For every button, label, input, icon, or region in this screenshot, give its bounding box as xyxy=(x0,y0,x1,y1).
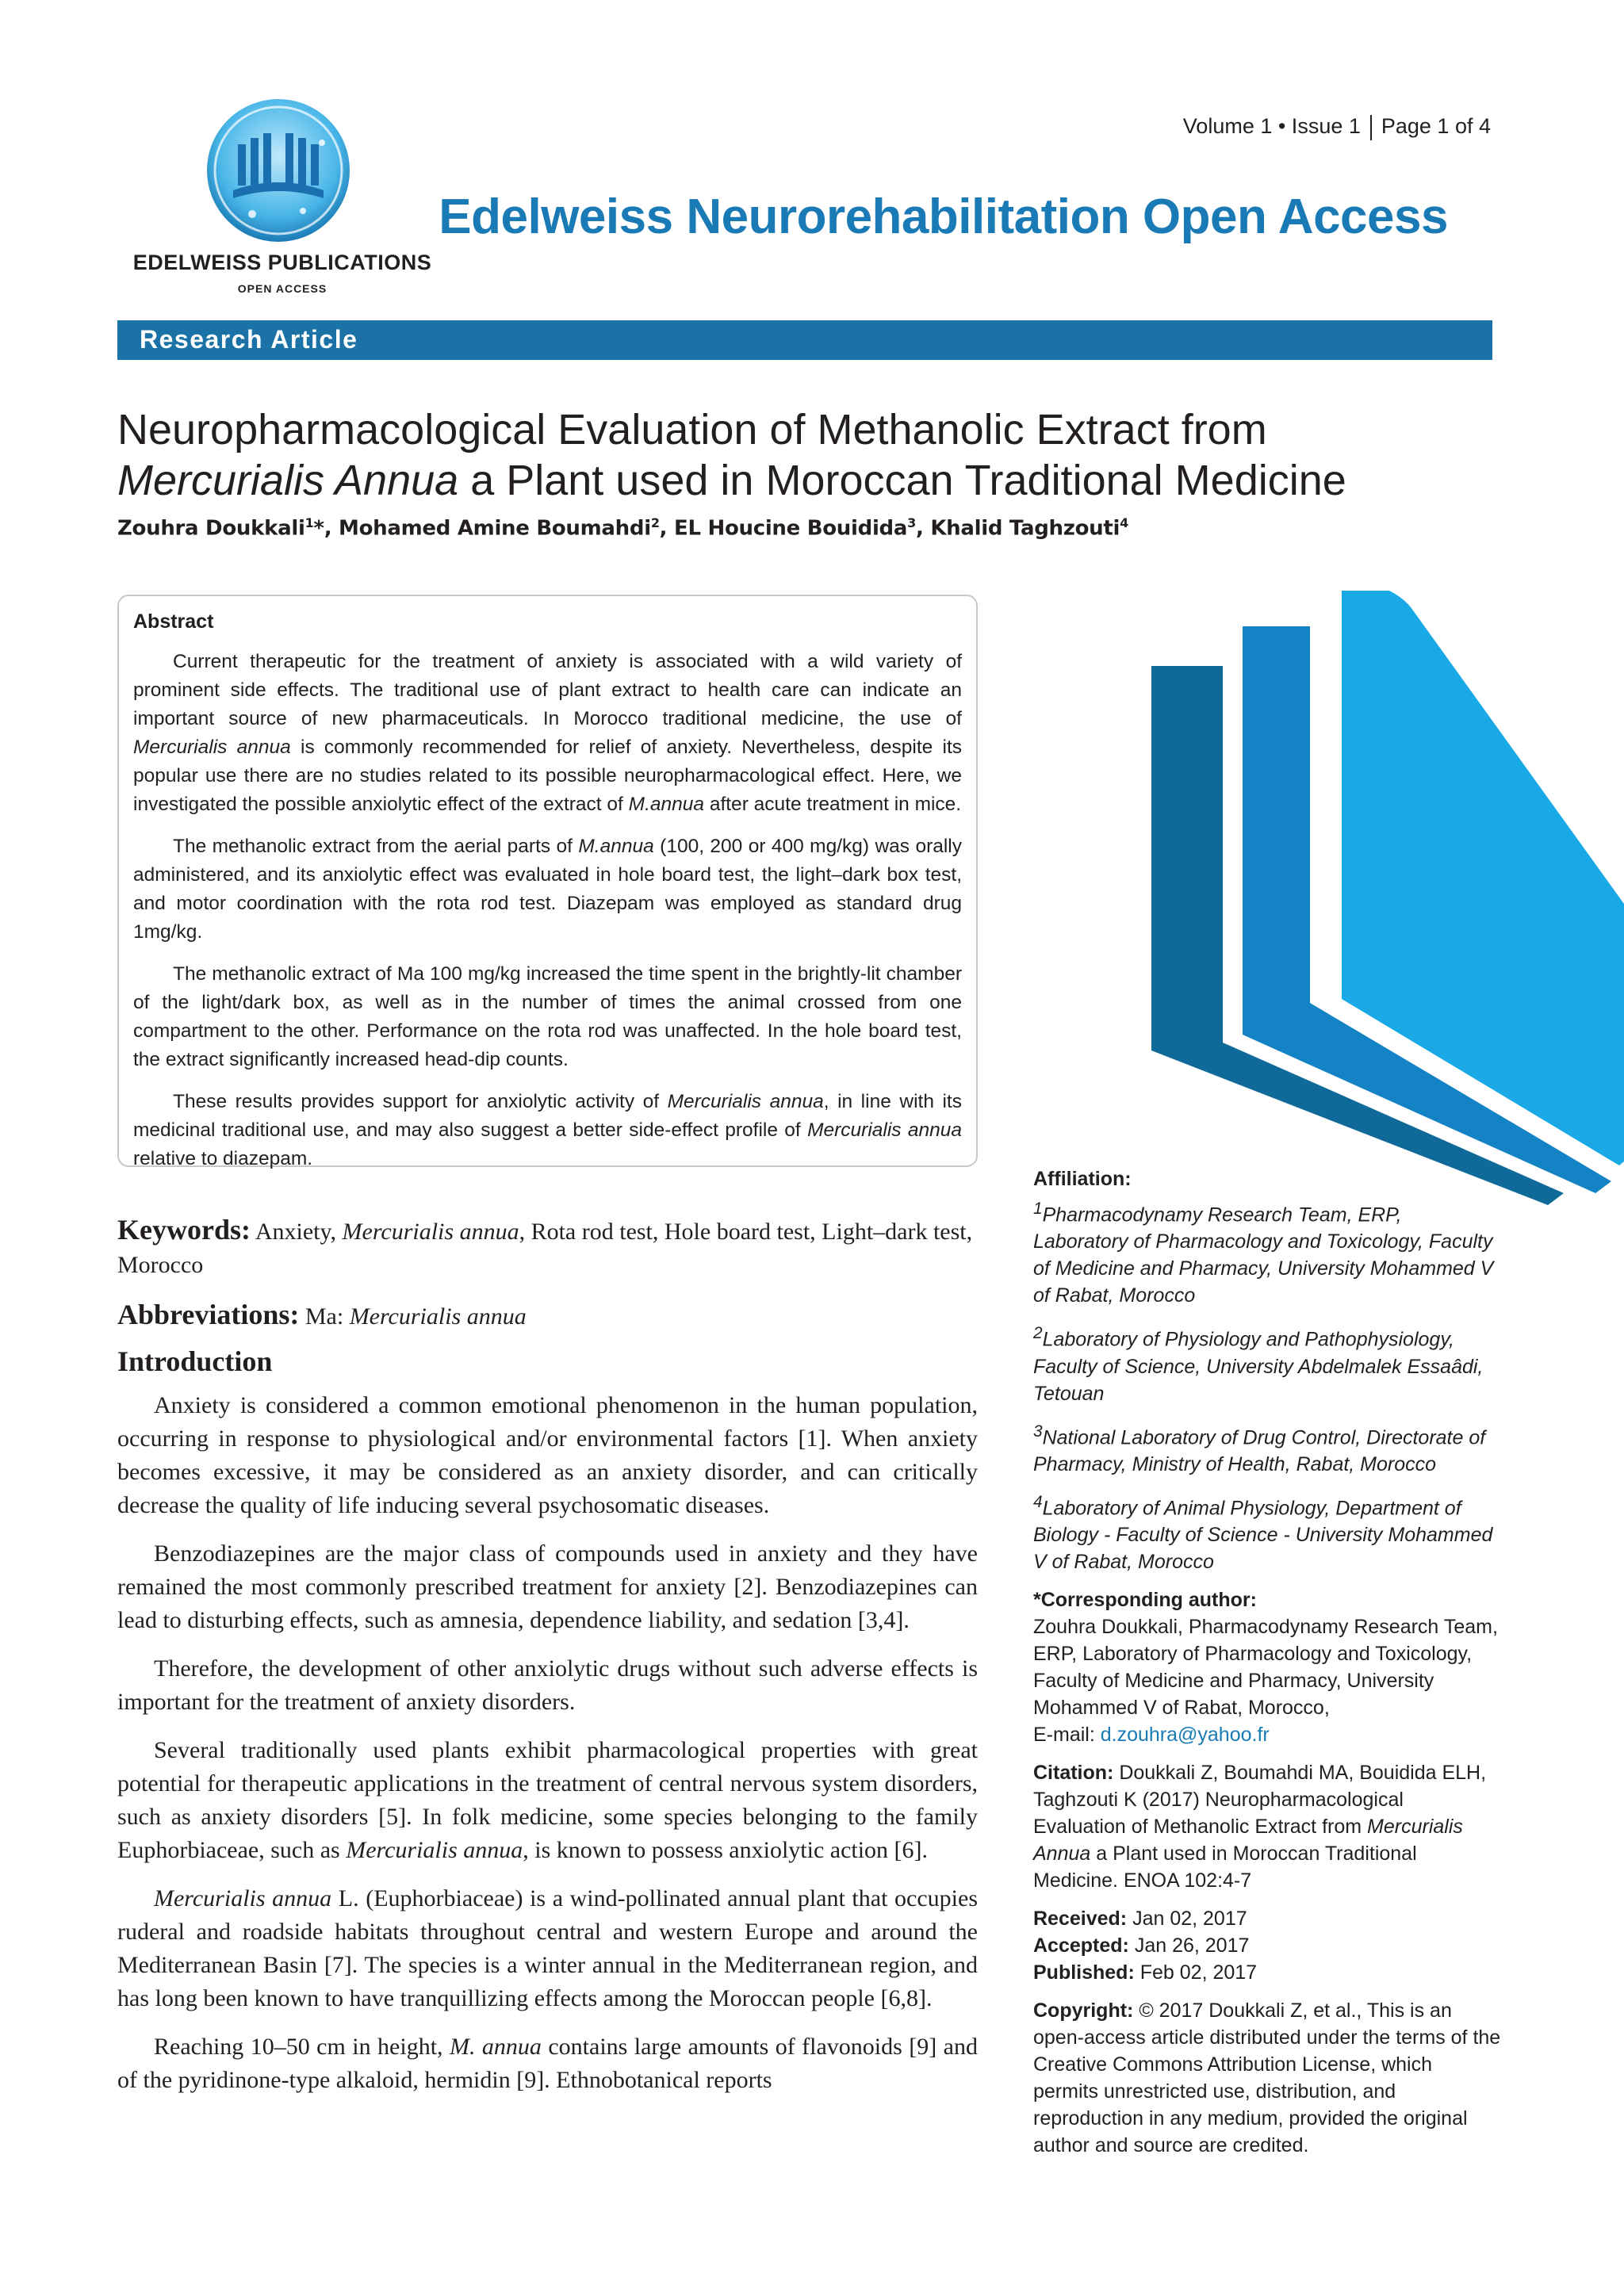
text-run: Anxiety, xyxy=(250,1219,343,1245)
body-paragraph: Benzodiazepines are the major class of compounds used in anxiety and they have remained the most commonly prescribed treatment for anxiety [2]. Benzodiazepines can lead to disturbing effects, such as amnesia, dependence liability, and sedation [3,4]. xyxy=(117,1540,978,1633)
body-paragraph xyxy=(117,1734,978,1867)
abstract-heading: Abstract xyxy=(133,610,214,633)
main-body xyxy=(117,1213,978,2112)
author-affiliation-mark: 1 xyxy=(304,515,314,530)
corresponding-heading: *Corresponding author: xyxy=(1033,1589,1257,1612)
author-affiliation-mark: 2 xyxy=(650,515,660,530)
volume-issue: Volume 1 • Issue 1 xyxy=(1182,114,1361,138)
author-name: Mohamed Amine Boumahdi xyxy=(339,516,651,541)
abbreviations-label: Abbreviations: xyxy=(117,1299,300,1330)
received-label: Received: xyxy=(1033,1908,1128,1931)
abbreviations xyxy=(117,1298,978,1334)
abstract-paragraph xyxy=(133,832,962,947)
citation-text: a Plant used in Moroccan Traditional Medicine. ENOA 102:4-7 xyxy=(1033,1843,1417,1892)
author-name: Khalid Taghzouti xyxy=(930,516,1120,541)
affiliation-number: 4 xyxy=(1033,1492,1043,1511)
copyright xyxy=(1033,1997,1501,2159)
abstract-paragraph xyxy=(133,648,962,819)
species-name: Mercurialis annua xyxy=(667,1091,824,1112)
affiliation-text: Laboratory of Animal Physiology, Department of Biology - Faculty of Science - University Mohammed V of Rabat, Morocco xyxy=(1033,1497,1493,1574)
text-run: These results provides support for anxiolytic activity of xyxy=(173,1091,668,1112)
issue-separator xyxy=(1370,115,1372,140)
body-paragraph xyxy=(117,2030,978,2097)
page-number: Page 1 of 4 xyxy=(1381,114,1491,138)
affiliation-item xyxy=(1033,1196,1501,1309)
article-type-label: Research Article xyxy=(140,325,358,354)
corresponding-mark: * xyxy=(313,516,324,541)
title-line-1: Neuropharmacological Evaluation of Methanolic Extract from xyxy=(117,406,1267,453)
section-heading-introduction: Introduction xyxy=(117,1345,273,1377)
title-species: Mercurialis Annua xyxy=(117,457,459,504)
citation-text: Doukkali Z, Boumahdi MA, Bouidida ELH, Taghzouti K (2017) Neuropharmacological Evaluation of Methanolic Extract from xyxy=(1033,1762,1487,1839)
affiliation-number: 3 xyxy=(1033,1422,1043,1441)
publisher-subtitle: OPEN ACCESS xyxy=(237,282,327,295)
accepted-date: Jan 26, 2017 xyxy=(1128,1934,1250,1957)
decorative-book-pages-icon xyxy=(1151,591,1624,1205)
species-name: Mercurialis annua xyxy=(807,1119,962,1141)
title-line-2-rest: a Plant used in Moroccan Traditional Medicine xyxy=(458,457,1346,504)
corresponding-author xyxy=(1033,1586,1501,1748)
published-label: Published: xyxy=(1033,1961,1135,1984)
article-dates xyxy=(1033,1905,1501,1986)
species-name: Mercurialis annua xyxy=(346,1837,523,1863)
publisher-logo-icon xyxy=(203,95,354,246)
author-affiliation-mark: 3 xyxy=(907,515,916,530)
affiliation-item xyxy=(1033,1489,1501,1575)
affiliation-column xyxy=(1033,1165,1501,2170)
author-affiliation-mark: 4 xyxy=(1120,515,1128,530)
text-run: Current therapeutic for the treatment of anxiety is associated with a wild variety of prominent side effects. The traditional use of plant extract to health care can indicate an important source of new pharmaceuticals. In Morocco traditional medicine, the use of xyxy=(133,651,962,729)
affiliation-item xyxy=(1033,1418,1501,1478)
species-name: Mercurialis annua xyxy=(154,1885,332,1911)
text-run: is commonly recommended for relief of anxiety. Nevertheless, despite its popular use there are no studies related to its possible neuropharmacological effect. Here, we investigated the possible anxiolytic effect of the extract of xyxy=(133,737,962,815)
received-date: Jan 02, 2017 xyxy=(1127,1908,1247,1931)
publisher-logo xyxy=(119,95,436,309)
affiliation-item xyxy=(1033,1320,1501,1406)
author-name: EL Houcine Bouidida xyxy=(674,516,908,541)
text-run: , is known to possess anxiolytic action [6]. xyxy=(523,1837,929,1863)
copyright-label: Copyright: xyxy=(1033,1999,1134,2022)
text-run: Several traditionally used plants exhibit pharmacological properties with great potential for therapeutic applications in the treatment of central nervous system disorders, such as anxiety disorders [5]. In folk medicine, some species belonging to the family Euphorbiaceae, such as xyxy=(117,1737,978,1863)
body-paragraph: Anxiety is considered a common emotional phenomenon in the human population, occurring in response to physiological and/or environmental factors [1]. When anxiety becomes excessive, it may be considered as an anxiety disorder, and can critically decrease the quality of life inducing several psychosomatic diseases. xyxy=(117,1392,978,1518)
species-name: Mercurialis annua xyxy=(133,737,291,758)
affiliation-number: 2 xyxy=(1033,1324,1043,1343)
article-title xyxy=(117,404,1505,506)
text-run: The methanolic extract from the aerial parts of xyxy=(173,836,579,857)
corresponding-text: Zouhra Doukkali, Pharmacodynamy Research Team, ERP, Laboratory of Pharmacology and Toxicology, Faculty of Medicine and Pharmacy, University Mohammed V of Rabat, Morocco, xyxy=(1033,1616,1498,1720)
affiliation-number: 1 xyxy=(1033,1200,1043,1218)
species-name: M.annua xyxy=(628,794,705,815)
text-run: , in line with its medicinal traditional use, and may also suggest a better side-effect profile of xyxy=(133,1091,962,1141)
keywords-label: Keywords: xyxy=(117,1214,251,1246)
keywords xyxy=(117,1213,978,1282)
body-paragraph xyxy=(117,1882,978,2015)
species-name: M. annua xyxy=(449,2034,542,2060)
text-run: L. (Euphorbiaceae) is a wind-pollinated annual plant that occupies ruderal and roadside habitats throughout central and western Europe and around the Mediterranean Basin [7]. The species is a winter annual in the Mediterranean region, and has long been known to have tranquillizing effects among the Moroccan people [6,8]. xyxy=(117,1885,978,2011)
abstract-paragraph xyxy=(133,1088,962,1173)
species-name: M.annua xyxy=(578,836,654,857)
accepted-label: Accepted: xyxy=(1033,1934,1129,1957)
citation-label: Citation: xyxy=(1033,1762,1114,1785)
email-label: E-mail: xyxy=(1033,1724,1101,1747)
journal-title: Edelweiss Neurorehabilitation Open Access xyxy=(439,189,1448,244)
copyright-text: © 2017 Doukkali Z, et al., This is an open-access article distributed under the terms of the Creative Commons Attribution License, which permits unrestricted use, distribution, and reproduction in any medium, provided the original author and source are credited. xyxy=(1033,1999,1501,2157)
title-line-2 xyxy=(117,455,1505,506)
text-run: Ma: xyxy=(299,1303,350,1330)
species-name: Mercurialis annua xyxy=(349,1303,527,1330)
text-run: after acute treatment in mice. xyxy=(704,794,962,815)
article-type-bar xyxy=(117,320,1492,360)
abstract-paragraph: The methanolic extract of Ma 100 mg/kg increased the time spent in the brightly-lit chamber of the light/dark box, as well as in the number of times the animal crossed from one compartment to the other. Performance on the rota rod was unaffected. In the hole board test, the extract significantly increased head-dip counts. xyxy=(133,963,962,1070)
text-run: (100, 200 or 400 mg/kg) was orally administered, and its anxiolytic effect was evaluated in hole board test, the light–dark box test, and motor coordination with the rota rod test. Diazepam was employed as standard drug 1mg/kg. xyxy=(133,836,962,943)
author-name: Zouhra Doukkali xyxy=(117,516,305,541)
text-run: Reaching 10–50 cm in height, xyxy=(154,2034,450,2060)
issue-info xyxy=(1183,114,1491,140)
published-date: Feb 02, 2017 xyxy=(1134,1961,1258,1984)
affiliation-heading: Affiliation: xyxy=(1033,1168,1132,1190)
email-link[interactable]: d.zouhra@yahoo.fr xyxy=(1100,1724,1270,1747)
text-run: relative to diazepam. xyxy=(133,1148,313,1169)
affiliation-text: Laboratory of Physiology and Pathophysiology, Faculty of Science, University Abdelmalek Essaâdi, Tetouan xyxy=(1033,1328,1484,1405)
body-paragraph: Therefore, the development of other anxiolytic drugs without such adverse effects is important for the treatment of anxiety disorders. xyxy=(117,1655,978,1715)
affiliation-text: Pharmacodynamy Research Team, ERP, Laboratory of Pharmacology and Toxicology, Faculty of Medicine and Pharmacy, University Mohammed V of Rabat, Morocco xyxy=(1033,1203,1494,1307)
author-list: Zouhra Doukkali$^1$*, Mohamed Amine Boumahdi$^2$, EL Houcine Bouidida$^3$, Khalid Taghzouti$^4$ xyxy=(117,515,1128,541)
affiliation-text: National Laboratory of Drug Control, Directorate of Pharmacy, Ministry of Health, Rabat, Morocco xyxy=(1033,1425,1486,1475)
species-name: Mercurialis Annua xyxy=(1033,1816,1463,1866)
text-run: , Rota rod test, Hole board test, Light–dark test, Morocco xyxy=(117,1219,973,1278)
publisher-name: EDELWEISS PUBLICATIONS xyxy=(132,251,432,274)
citation xyxy=(1033,1759,1501,1894)
abstract-box xyxy=(117,595,978,1167)
text-run: contains large amounts of flavonoids [9] and of the pyridinone-type alkaloid, hermidin [9]. Ethnobotanical reports xyxy=(117,2034,978,2093)
species-name: Mercurialis annua xyxy=(342,1219,519,1245)
